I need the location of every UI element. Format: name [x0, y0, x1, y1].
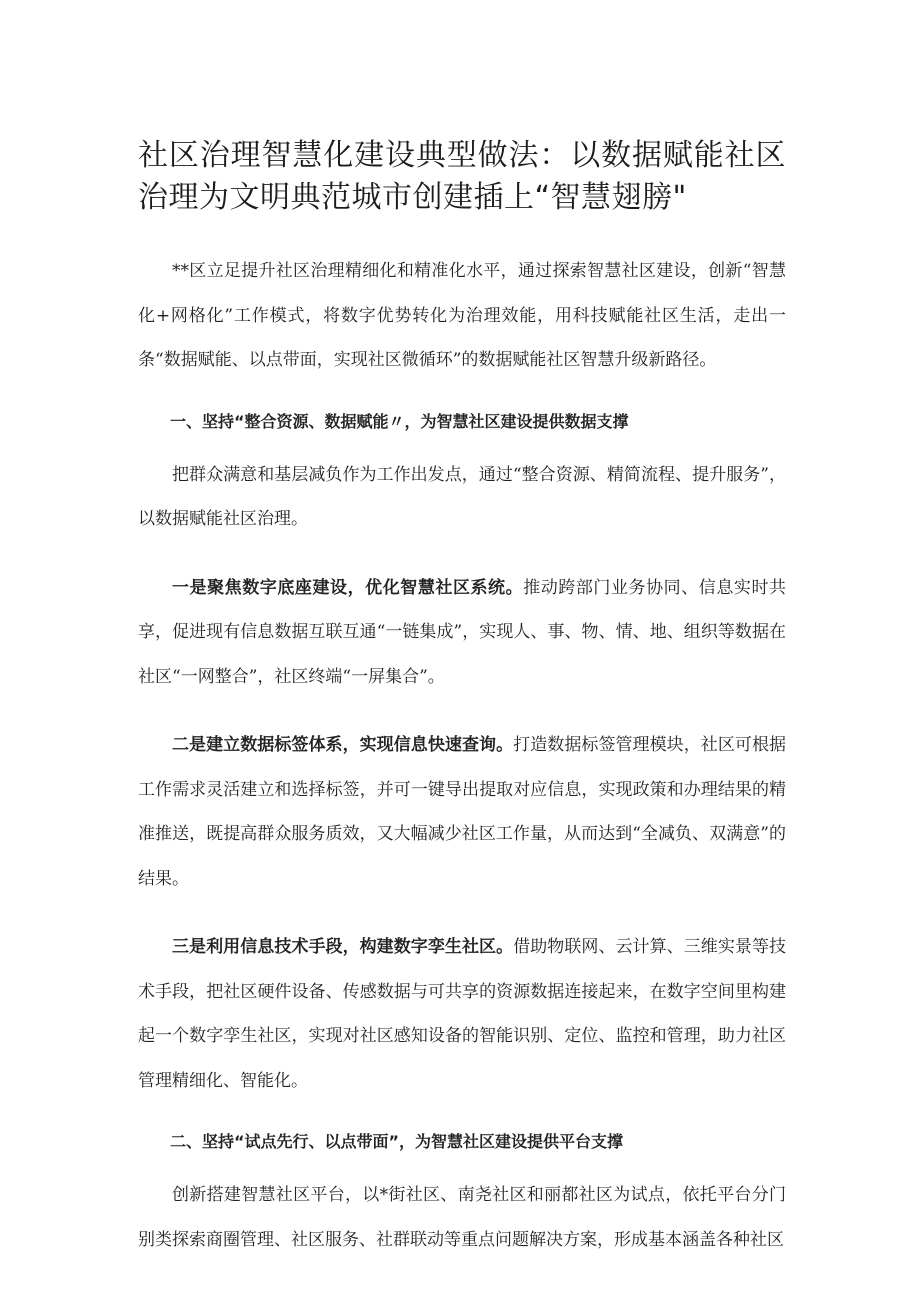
section-1-item-1: [138, 566, 786, 700]
section-1-item-3: [138, 925, 786, 1103]
item-1-lead: 一是聚焦数字底座建设，优化智慧社区系统。: [172, 577, 524, 598]
section-2-heading: 二、坚持“试点先行、以点带面”，为智慧社区建设提供平台支撑: [170, 1132, 624, 1151]
section-1-item-2: [138, 723, 786, 901]
section-1-heading: 一、坚持“整合资源、数据赋能〃，为智慧社区建设提供数据支撑: [170, 411, 629, 431]
document-page: [138, 135, 786, 1286]
document-title: 社区治理智慧化建设典型做法：以数据赋能社区治理为文明典范城市创建插上“智慧翅膀": [138, 138, 786, 215]
item-3-lead: 三是利用信息技术手段，构建数字孪生社区。: [172, 937, 514, 957]
item-2-lead: 二是建立数据标签体系，实现信息快速查询。: [172, 735, 514, 755]
item-2-text: 打造数据标签管理模块，社区可根据工作需求灵活建立和选择标签，并可一键导出提取对应信息，实现政策和办理结果的精准推送，既提高群众服务质效，又大幅减少社区工作量，从而达到“全减负、双满意”的结果。: [138, 735, 787, 889]
item-1-text: 推动跨部门业务协同、信息实时共享，促进现有信息数据互联互通“一链集成”，实现人、事、物、情、地、组织等数据在社区“一网整合”，社区终端“一屏集合”。: [138, 577, 787, 687]
item-3-text: 借助物联网、云计算、三维实景等技术手段，把社区硬件设备、传感数据与可共享的资源数据连接起来，在数字空间里构建起一个数字孪生社区，实现对社区感知设备的智能识别、定位、监控和管理，助力社区管理精细化、智能化。: [138, 937, 787, 1091]
section-2-intro: 创新搭建智慧社区平台，以*街社区、南尧社区和丽都社区为试点，依托平台分门别类探索商圈管理、社区服务、社群联动等重点问题解决方案，形成基本涵盖各种社区: [138, 1185, 786, 1250]
intro-paragraph: **区立足提升社区治理精细化和精准化水平，通过探索智慧社区建设，创新“智慧化+网格化”工作模式，将数字优势转化为治理效能，用科技赋能社区生活，走出一条“数据赋能、以点带面，实现社区微循环”的数据赋能社区智慧升级新路径。: [138, 261, 786, 370]
section-1-intro: 把群众满意和基层减负作为工作出发点，通过“整合资源、精简流程、提升服务”，以数据赋能社区治理。: [138, 464, 786, 529]
